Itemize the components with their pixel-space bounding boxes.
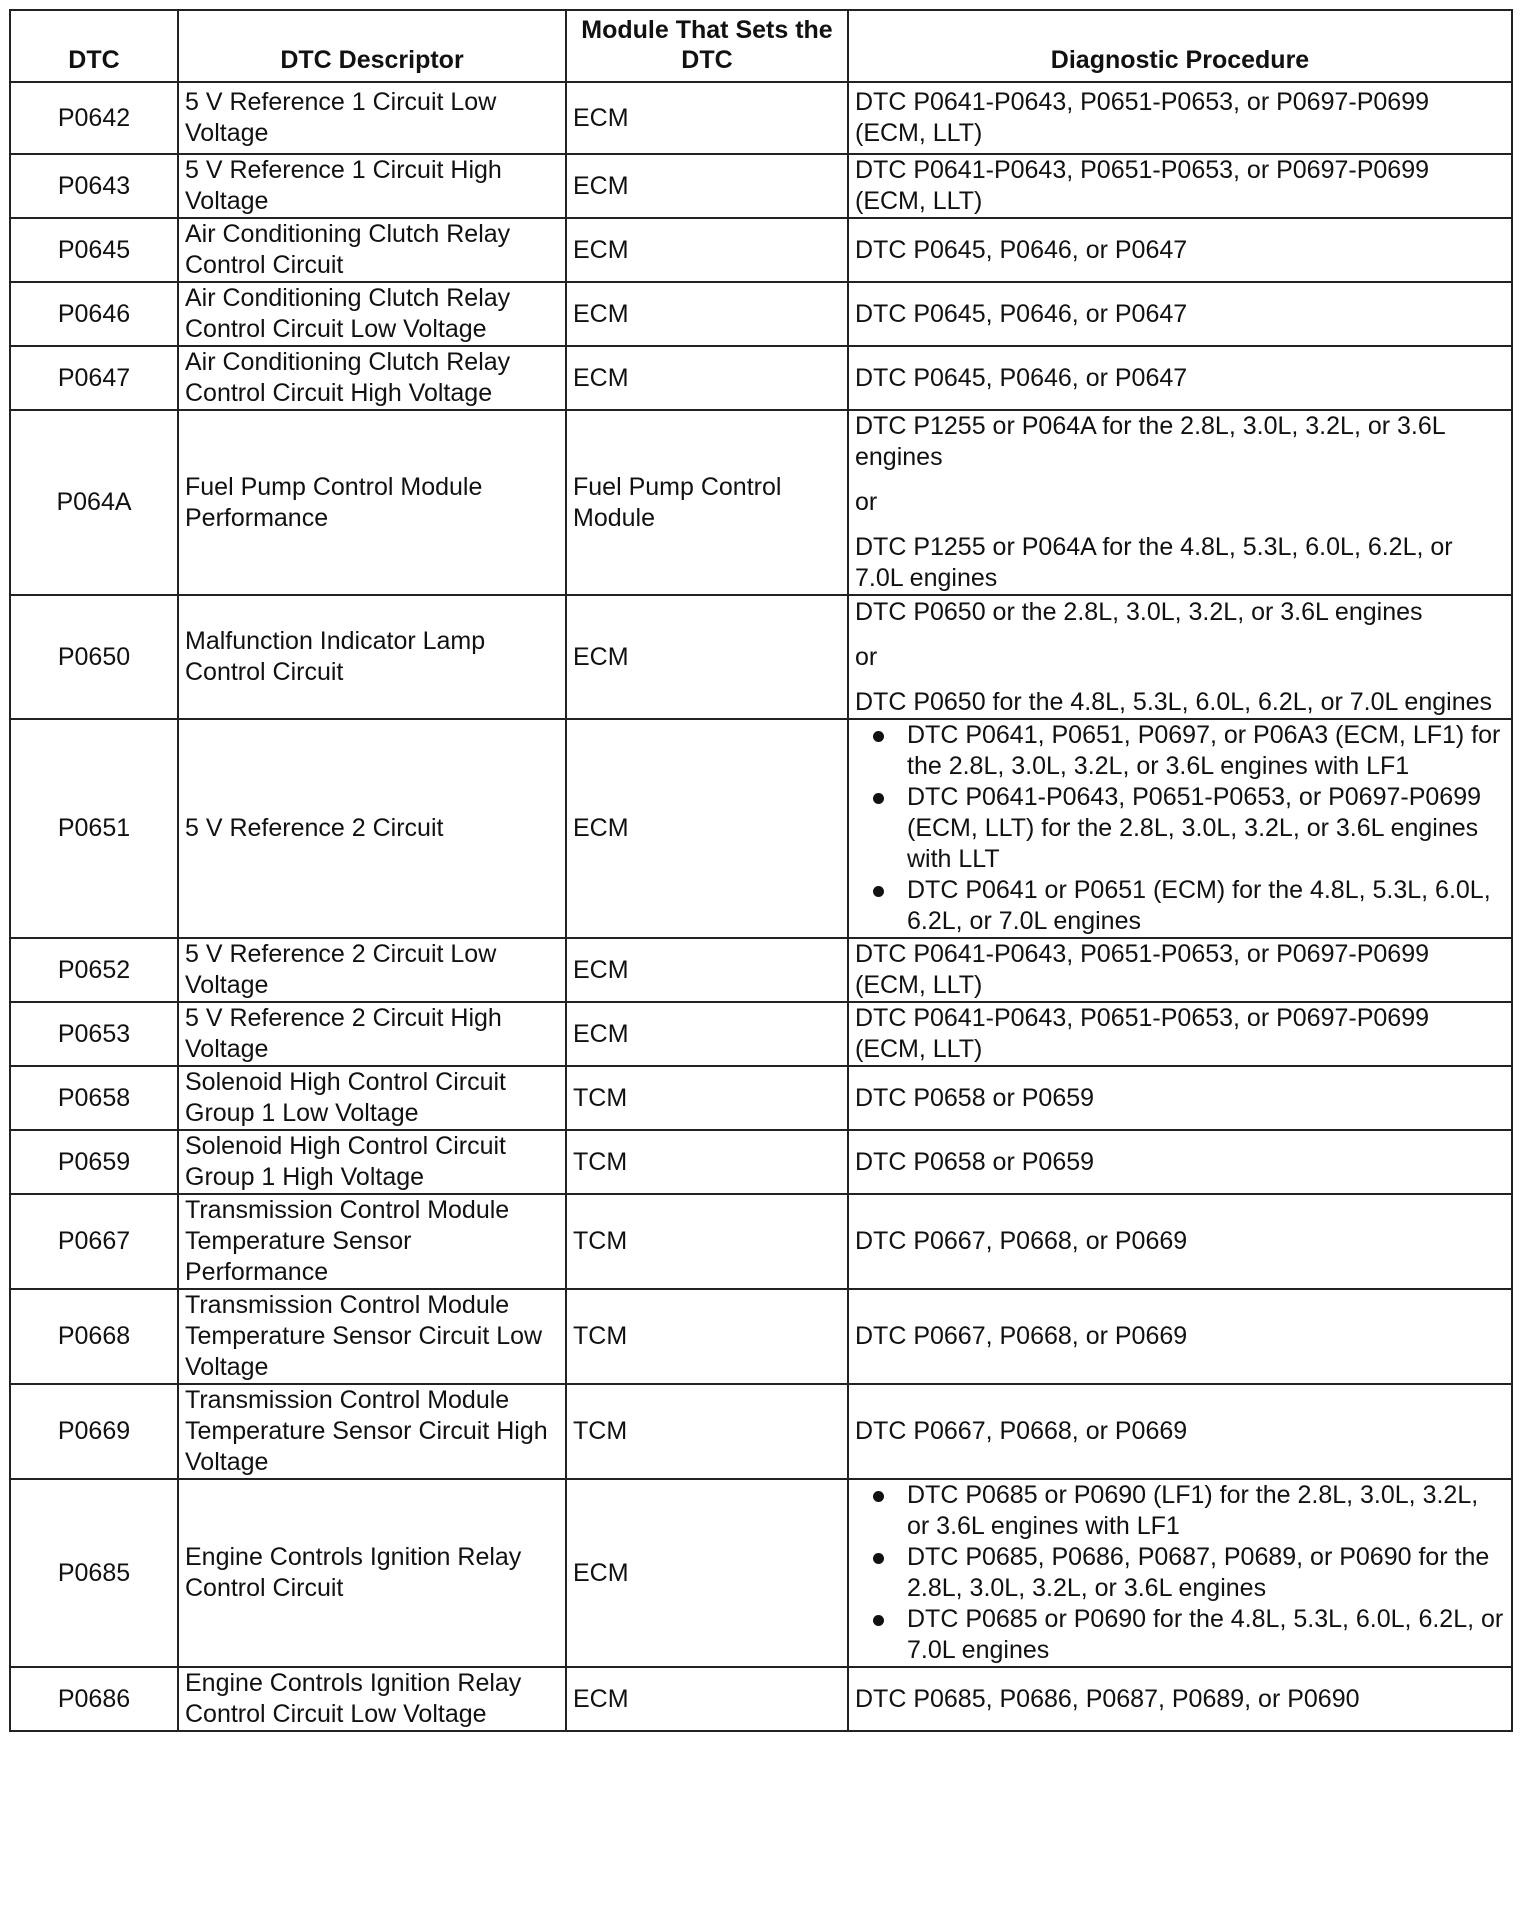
dtc-descriptor-cell: 5 V Reference 1 Circuit Low Voltage <box>178 82 566 154</box>
table-row <box>10 1066 1512 1130</box>
procedure-bullet-item: DTC P0641 or P0651 (ECM) for the 4.8L, 5.3L, 6.0L, 6.2L, or 7.0L engines <box>859 875 1505 937</box>
procedure-text: DTC P0667, P0668, or P0669 <box>855 1227 1188 1255</box>
dtc-descriptor-cell: Engine Controls Ignition Relay Control Circuit Low Voltage <box>178 1667 566 1731</box>
dtc-descriptor-cell: Solenoid High Control Circuit Group 1 Low Voltage <box>178 1066 566 1130</box>
diagnostic-procedure-cell <box>848 595 1512 719</box>
procedure-bullet-item: DTC P0685 or P0690 for the 4.8L, 5.3L, 6.0L, 6.2L, or 7.0L engines <box>859 1604 1505 1666</box>
table-body <box>10 82 1512 1731</box>
dtc-code-cell: P0652 <box>10 938 178 1002</box>
table-row <box>10 82 1512 154</box>
dtc-module-cell: ECM <box>566 82 848 154</box>
diagnostic-procedure-cell <box>848 1066 1512 1130</box>
procedure-text: DTC P0645, P0646, or P0647 <box>855 235 1188 264</box>
procedure-bullet-list <box>855 720 1505 937</box>
dtc-module-cell: TCM <box>566 1194 848 1289</box>
dtc-module-cell: ECM <box>566 1667 848 1731</box>
diagnostic-procedure-cell <box>848 282 1512 346</box>
dtc-descriptor-cell: Malfunction Indicator Lamp Control Circuit <box>178 595 566 719</box>
procedure-text: DTC P1255 or P064A for the 4.8L, 5.3L, 6.0L, 6.2L, or 7.0L engines <box>855 533 1453 592</box>
diagnostic-procedure-cell <box>848 410 1512 595</box>
diagnostic-procedure-cell <box>848 1667 1512 1731</box>
header-descriptor: DTC Descriptor <box>178 10 566 82</box>
dtc-code-cell: P0659 <box>10 1130 178 1194</box>
table-row <box>10 938 1512 1002</box>
dtc-descriptor-cell: Air Conditioning Clutch Relay Control Circuit High Voltage <box>178 346 566 410</box>
diagnostic-procedure-cell <box>848 1130 1512 1194</box>
dtc-code-cell: P0647 <box>10 346 178 410</box>
procedure-text: DTC P0667, P0668, or P0669 <box>855 1417 1188 1445</box>
dtc-module-cell: Fuel Pump Control Module <box>566 410 848 595</box>
table-row <box>10 1130 1512 1194</box>
dtc-descriptor-cell: Air Conditioning Clutch Relay Control Circuit Low Voltage <box>178 282 566 346</box>
table-row <box>10 154 1512 218</box>
procedure-bullet-item: DTC P0685 or P0690 (LF1) for the 2.8L, 3.0L, 3.2L, or 3.6L engines with LF1 <box>859 1480 1505 1542</box>
procedure-bullet-item: DTC P0685, P0686, P0687, P0689, or P0690 for the 2.8L, 3.0L, 3.2L, or 3.6L engines <box>859 1542 1505 1604</box>
dtc-module-cell: TCM <box>566 1066 848 1130</box>
table-row <box>10 1002 1512 1066</box>
procedure-text: DTC P0641-P0643, P0651-P0653, or P0697-P0699 (ECM, LLT) <box>855 88 1429 147</box>
dtc-code-cell: P0669 <box>10 1384 178 1479</box>
dtc-code-cell: P0642 <box>10 82 178 154</box>
dtc-module-cell: ECM <box>566 154 848 218</box>
table-row <box>10 1479 1512 1667</box>
procedure-text: DTC P0650 for the 4.8L, 5.3L, 6.0L, 6.2L, or 7.0L engines <box>855 687 1492 716</box>
diagnostic-procedure-cell <box>848 154 1512 218</box>
diagnostic-procedure-cell <box>848 82 1512 154</box>
procedure-text: DTC P0650 or the 2.8L, 3.0L, 3.2L, or 3.6L engines <box>855 597 1423 626</box>
diagnostic-procedure-cell <box>848 719 1512 938</box>
diagnostic-procedure-cell <box>848 1289 1512 1384</box>
header-module: Module That Sets the DTC <box>566 10 848 82</box>
diagnostic-procedure-cell <box>848 1194 1512 1289</box>
table-row <box>10 595 1512 719</box>
dtc-module-cell: TCM <box>566 1384 848 1479</box>
dtc-descriptor-cell: Transmission Control Module Temperature Sensor Performance <box>178 1194 566 1289</box>
dtc-module-cell: ECM <box>566 595 848 719</box>
dtc-code-cell: P0685 <box>10 1479 178 1667</box>
procedure-or-separator: or <box>855 488 878 516</box>
procedure-text: DTC P0658 or P0659 <box>855 1083 1095 1112</box>
dtc-code-cell: P0658 <box>10 1066 178 1130</box>
dtc-descriptor-cell: Fuel Pump Control Module Performance <box>178 410 566 595</box>
diagnostic-procedure-cell <box>848 1479 1512 1667</box>
dtc-descriptor-cell: 5 V Reference 1 Circuit High Voltage <box>178 154 566 218</box>
procedure-bullet-list <box>855 1480 1505 1666</box>
diagnostic-procedure-cell <box>848 938 1512 1002</box>
dtc-module-cell: ECM <box>566 1479 848 1667</box>
procedure-text: DTC P0645, P0646, or P0647 <box>855 363 1188 392</box>
dtc-code-cell: P0653 <box>10 1002 178 1066</box>
dtc-code-cell: P0650 <box>10 595 178 719</box>
procedure-text: DTC P0667, P0668, or P0669 <box>855 1322 1188 1350</box>
procedure-or-separator: or <box>855 642 878 671</box>
table-row <box>10 410 1512 595</box>
dtc-descriptor-cell: Air Conditioning Clutch Relay Control Circuit <box>178 218 566 282</box>
procedure-text: DTC P0658 or P0659 <box>855 1147 1095 1176</box>
dtc-descriptor-cell: Engine Controls Ignition Relay Control Circuit <box>178 1479 566 1667</box>
dtc-descriptor-cell: Transmission Control Module Temperature Sensor Circuit High Voltage <box>178 1384 566 1479</box>
procedure-bullet-item: DTC P0641-P0643, P0651-P0653, or P0697-P0699 (ECM, LLT) for the 2.8L, 3.0L, 3.2L, or 3.6L engines with LLT <box>859 782 1505 875</box>
dtc-code-cell: P0686 <box>10 1667 178 1731</box>
dtc-code-cell: P0651 <box>10 719 178 938</box>
dtc-descriptor-cell: Solenoid High Control Circuit Group 1 High Voltage <box>178 1130 566 1194</box>
dtc-module-cell: ECM <box>566 938 848 1002</box>
dtc-descriptor-cell: 5 V Reference 2 Circuit High Voltage <box>178 1002 566 1066</box>
procedure-text: DTC P1255 or P064A for the 2.8L, 3.0L, 3.2L, or 3.6L engines <box>855 412 1445 471</box>
procedure-text: DTC P0641-P0643, P0651-P0653, or P0697-P0699 (ECM, LLT) <box>855 940 1429 999</box>
diagnostic-procedure-cell <box>848 1002 1512 1066</box>
table-row <box>10 1667 1512 1731</box>
procedure-text: DTC P0641-P0643, P0651-P0653, or P0697-P0699 (ECM, LLT) <box>855 156 1429 215</box>
table-row <box>10 282 1512 346</box>
diagnostic-procedure-cell <box>848 218 1512 282</box>
dtc-code-cell: P0646 <box>10 282 178 346</box>
dtc-module-cell: ECM <box>566 1002 848 1066</box>
table-row <box>10 1194 1512 1289</box>
dtc-module-cell: ECM <box>566 218 848 282</box>
dtc-descriptor-cell: Transmission Control Module Temperature Sensor Circuit Low Voltage <box>178 1289 566 1384</box>
header-dtc: DTC <box>10 10 178 82</box>
table-row <box>10 346 1512 410</box>
dtc-code-cell: P064A <box>10 410 178 595</box>
table-row <box>10 1289 1512 1384</box>
dtc-table <box>9 9 1513 1732</box>
table-row <box>10 218 1512 282</box>
table-header-row <box>10 10 1512 82</box>
dtc-code-cell: P0645 <box>10 218 178 282</box>
dtc-module-cell: TCM <box>566 1289 848 1384</box>
dtc-descriptor-cell: 5 V Reference 2 Circuit Low Voltage <box>178 938 566 1002</box>
dtc-module-cell: ECM <box>566 346 848 410</box>
procedure-text: DTC P0645, P0646, or P0647 <box>855 299 1188 328</box>
dtc-module-cell: TCM <box>566 1130 848 1194</box>
dtc-descriptor-cell: 5 V Reference 2 Circuit <box>178 719 566 938</box>
diagnostic-procedure-cell <box>848 346 1512 410</box>
dtc-module-cell: ECM <box>566 282 848 346</box>
dtc-module-cell: ECM <box>566 719 848 938</box>
diagnostic-procedure-cell <box>848 1384 1512 1479</box>
procedure-text: DTC P0685, P0686, P0687, P0689, or P0690 <box>855 1684 1360 1713</box>
header-procedure: Diagnostic Procedure <box>848 10 1512 82</box>
table-row <box>10 719 1512 938</box>
dtc-code-cell: P0643 <box>10 154 178 218</box>
table-row <box>10 1384 1512 1479</box>
procedure-bullet-item: DTC P0641, P0651, P0697, or P06A3 (ECM, LF1) for the 2.8L, 3.0L, 3.2L, or 3.6L engines with LF1 <box>859 720 1505 782</box>
dtc-code-cell: P0668 <box>10 1289 178 1384</box>
procedure-text: DTC P0641-P0643, P0651-P0653, or P0697-P0699 (ECM, LLT) <box>855 1004 1429 1063</box>
dtc-code-cell: P0667 <box>10 1194 178 1289</box>
